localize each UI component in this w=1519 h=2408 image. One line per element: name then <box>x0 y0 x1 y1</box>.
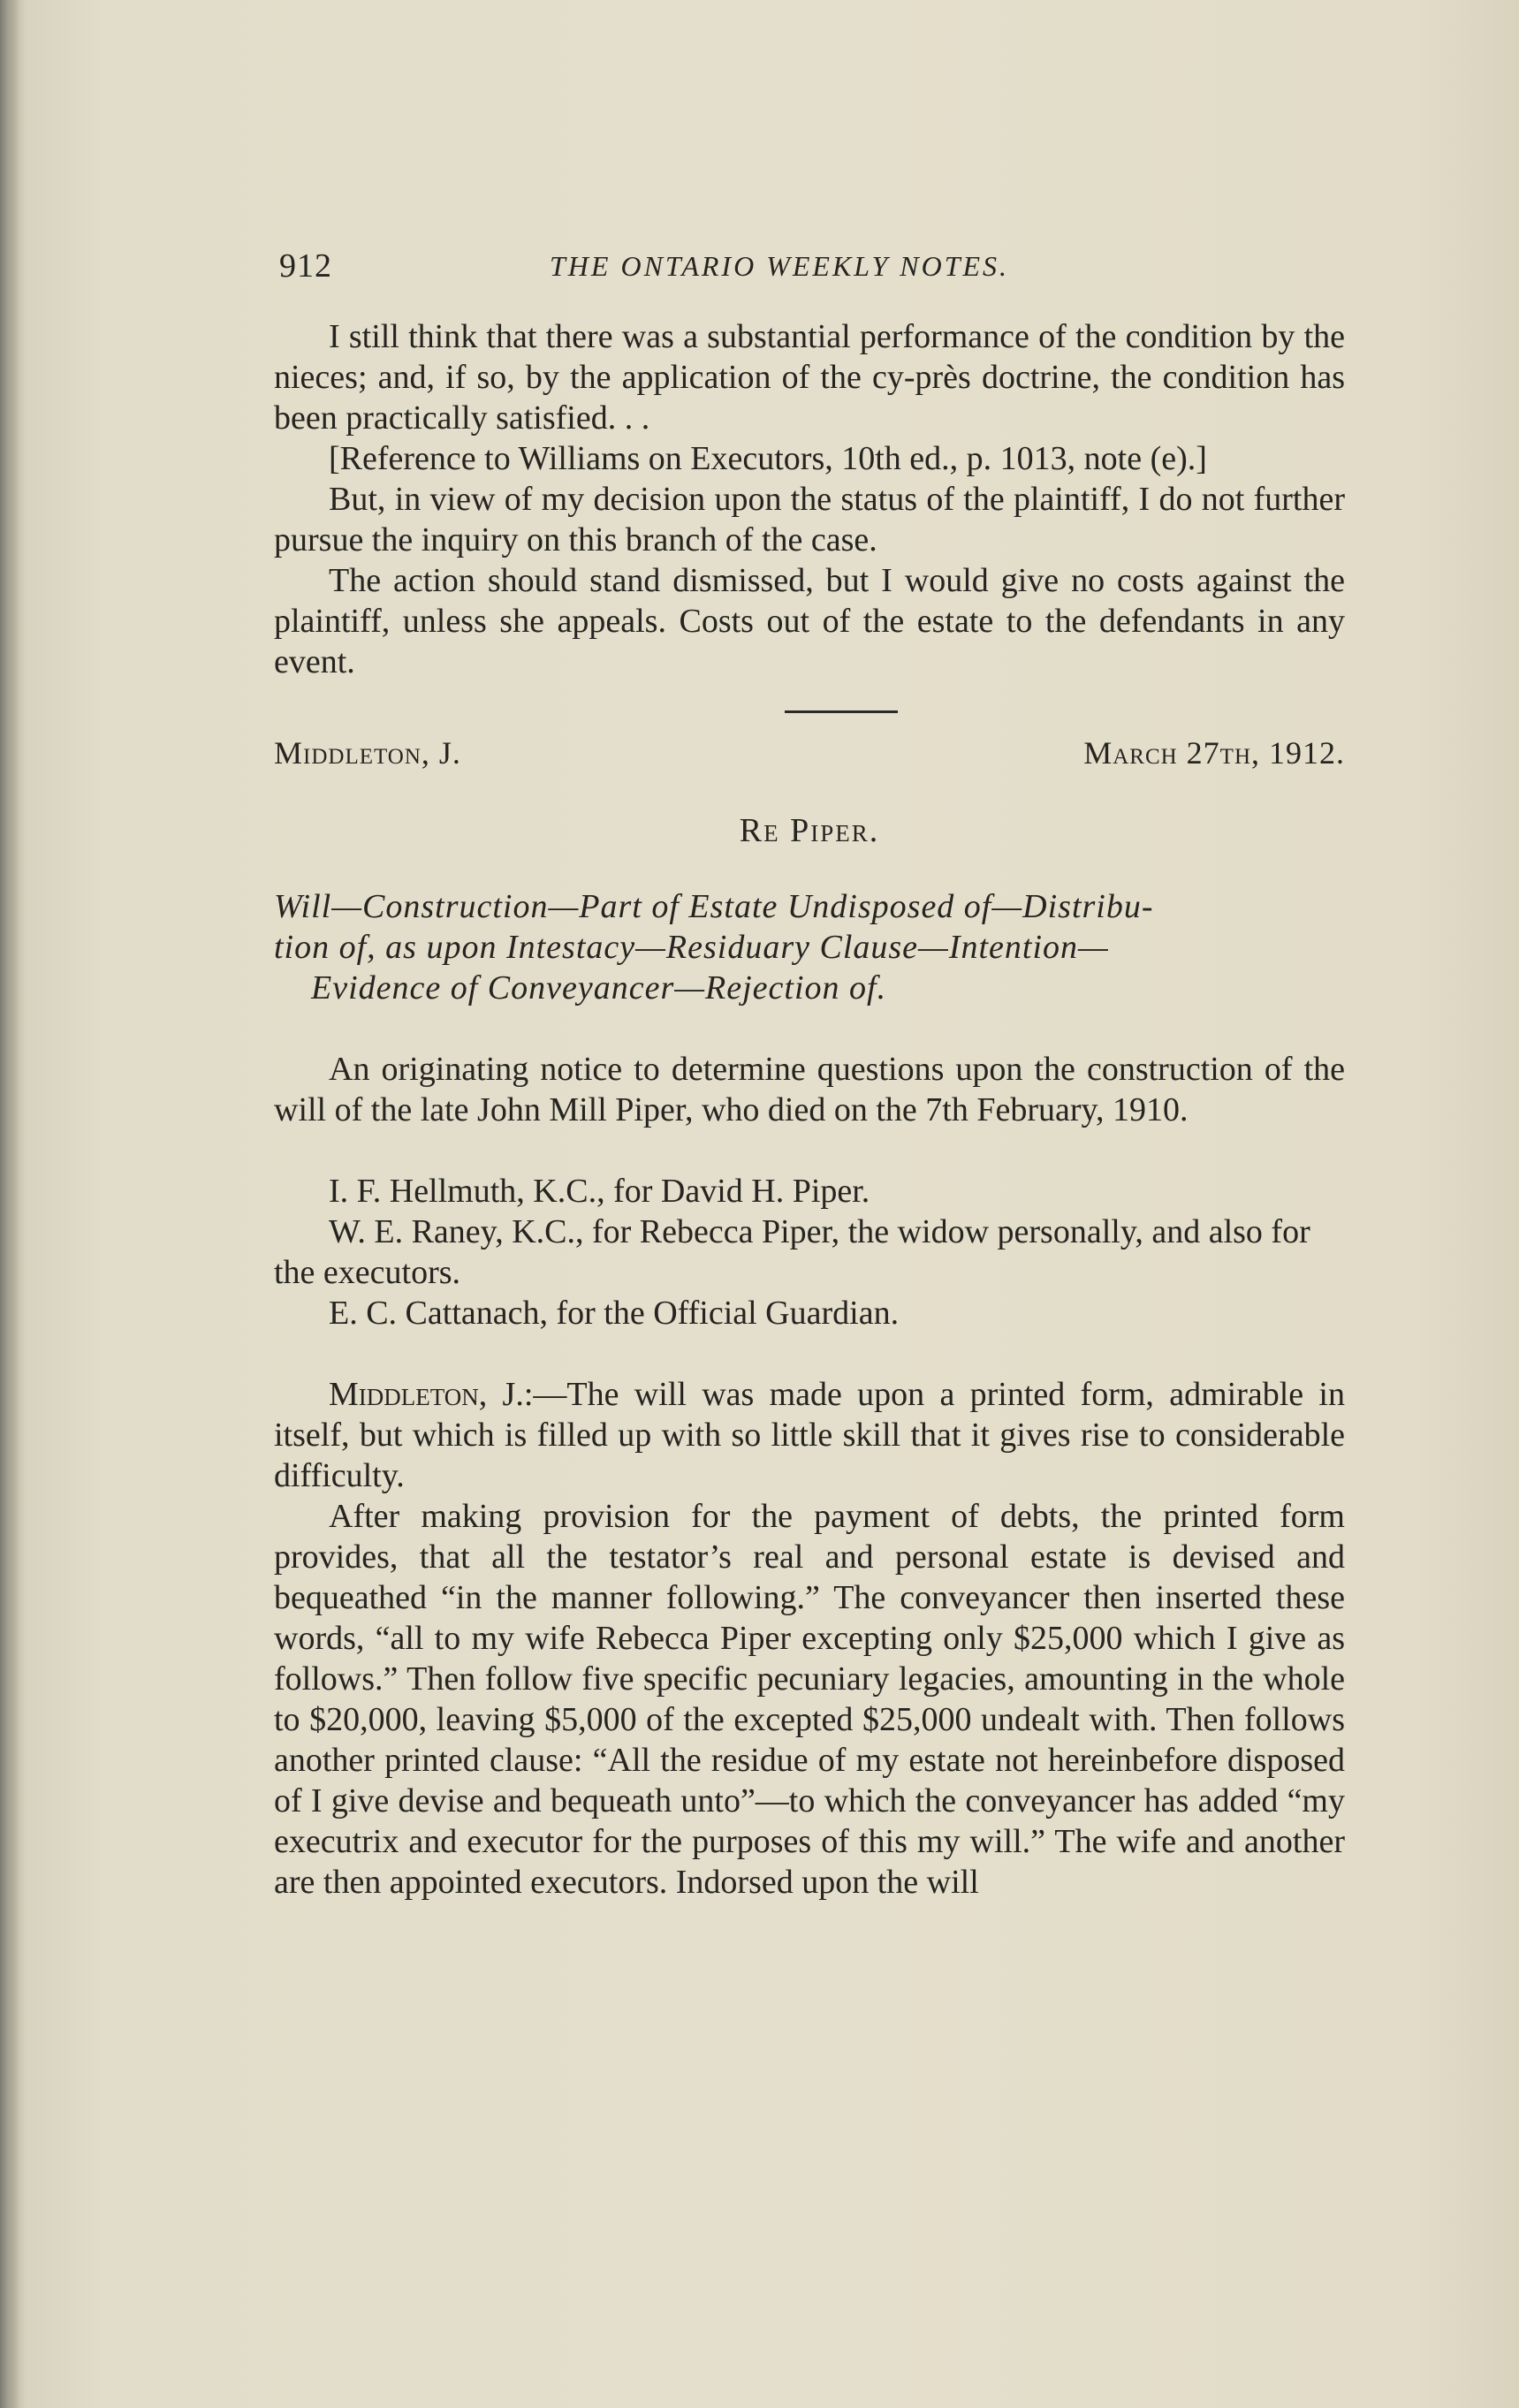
judgment-paragraph-2: After making provision for the payment of debts, the printed form provides, that all the testator’s real and personal estate is devised and bequeathed “in the manner following.” The conveyancer then inserted these words, “all to my wife Rebecca Piper excepting only $25,000 which I give as follows.” Then follow five specific pecuniary legacies, amounting in the whole to $20,000, leaving $5,000 of the excepted $25,000 undealt with. Then follows another printed clause: “All the residue of my estate not hereinbefore disposed of I give devise and bequeath unto”—to which the conveyancer has added “my executrix and executor for the purposes of this my will.” The wife and another are then appointed executors. Indorsed upon the will <box>274 1498 1345 1901</box>
section-divider <box>785 710 898 713</box>
headnote-line-3: Evidence of Conveyancer—Rejection of. <box>311 969 887 1006</box>
continuation-paragraph-3: But, in view of my decision upon the status of the plaintiff, I do not further pursue the inquiry on this branch of the case. <box>274 481 1345 558</box>
running-head <box>274 239 1345 292</box>
judge-name: Middleton, J. <box>274 735 461 771</box>
headnote-line-2: tion of, as upon Intestacy—Residuary Clause—Intention— <box>274 929 1109 966</box>
spacer <box>274 1130 1345 1171</box>
judgment-paragraph-1 <box>274 1374 1345 1496</box>
judgment-speaker: Middleton, J. <box>329 1376 524 1413</box>
continuation-paragraph-2: [Reference to Williams on Executors, 10th ed., p. 1013, note (e).] <box>329 440 1207 477</box>
counsel-line-2: W. E. Raney, K.C., for Rebecca Piper, the widow personally, and also for the executors. <box>274 1213 1310 1291</box>
counsel-line-1: I. F. Hellmuth, K.C., for David H. Piper. <box>329 1173 870 1210</box>
headnote-line-1: Will—Construction—Part of Estate Undisposed of—Distribu- <box>274 888 1154 925</box>
counsel-list <box>274 1171 1345 1333</box>
spacer <box>274 1008 1345 1049</box>
decision-date: March 27th, 1912. <box>1083 735 1345 771</box>
counsel-line-3: E. C. Cattanach, for the Official Guardian. <box>329 1295 900 1332</box>
headnote <box>274 886 1345 1008</box>
spacer <box>274 1333 1345 1374</box>
page-number: 912 <box>279 247 332 285</box>
case-title: Re Piper. <box>739 812 880 849</box>
page-binding-edge <box>0 0 19 2408</box>
judgment-paragraph-1-text: :—The will was made upon a printed form, admirable in itself, but which is filled up with so little skill that it gives rise to considerable difficulty. <box>274 1376 1345 1494</box>
court-line <box>274 733 1345 775</box>
page-content <box>274 239 1345 1903</box>
continuation-paragraph-1: I still think that there was a substantial performance of the condition by the nieces; and, if so, by the application of the cy-près doctrine, the condition has been practically satisfied. . . <box>274 318 1345 437</box>
intro-paragraph: An originating notice to determine questions upon the construction of the will of the late John Mill Piper, who died on the 7th February, 1910. <box>274 1051 1345 1128</box>
journal-title: THE ONTARIO WEEKLY NOTES. <box>550 250 1010 282</box>
continuation-paragraph-4: The action should stand dismissed, but I would give no costs against the plaintiff, unless she appeals. Costs out of the estate to the defendants in any event. <box>274 562 1345 680</box>
